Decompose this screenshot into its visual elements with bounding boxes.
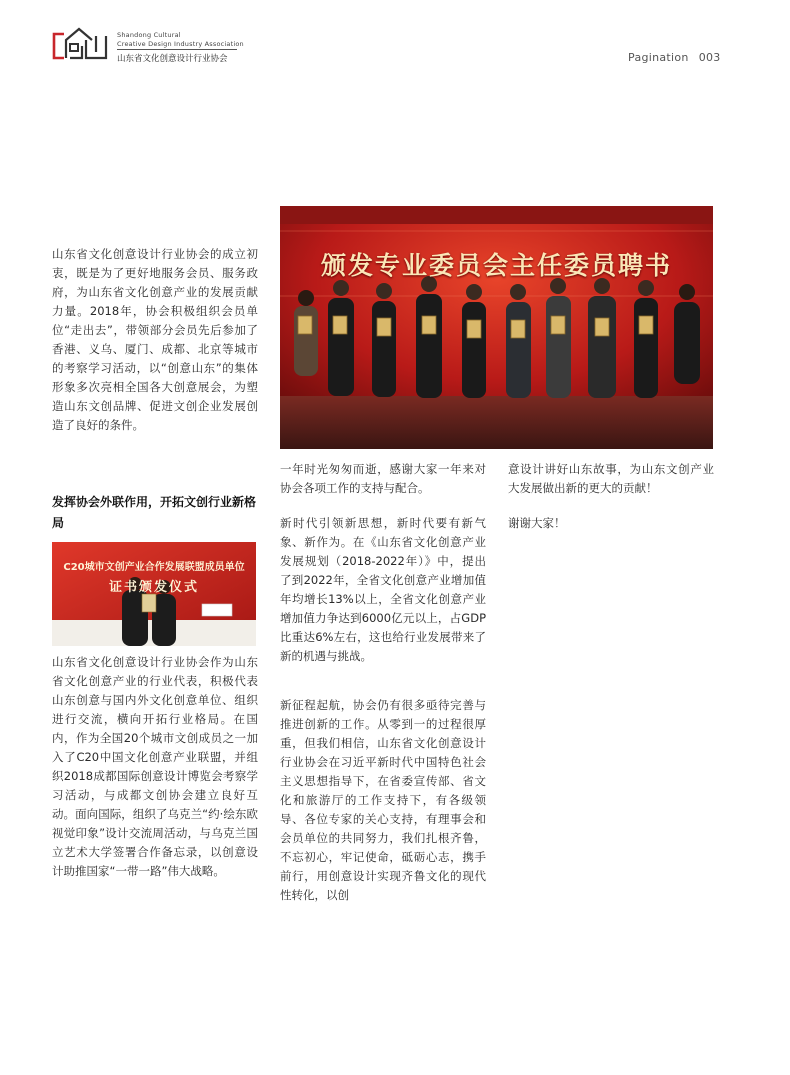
intro-paragraph: 山东省文化创意设计行业协会的成立初衷，既是为了更好地服务会员、服务政府，为山东省文化创意产业的发展贡献力量。2018年，协会积极组织会员单位“走出去”，带领部分会员先后参加了香港、义乌、厦门、成都、北京等城市的考察学习活动，以“创意山东”的集体形象多次亮相全国各大创意展会，为塑造山东文创品牌、促进文创企业发展创造了良好的条件。 xyxy=(52,247,258,432)
c20-ceremony-photo xyxy=(52,542,256,646)
award-ceremony-photo xyxy=(280,206,713,449)
right-paragraph-2: 谢谢大家！ xyxy=(508,516,566,530)
body-paragraph: 山东省文化创意设计行业协会作为山东省文化创意产业的行业代表，积极代表山东创意与国内外文化创意单位、组织进行交流，横向开拓行业格局。在国内，作为全国20个城市文创成员之一加入了C20中国文化创意产业联盟，并组织2018成都国际创意设计博览会考察学习活动，与成都文创协会建立良好互动。面向国际，组织了乌克兰“约·绘东欧视觉印象”设计交流周活动，与乌克兰国立艺术大学签署合作备忘录，以创意设计助推国家“一带一路”伟大战略。 xyxy=(52,655,258,878)
section-heading: 发挥协会外联作用，开拓文创行业新格局 xyxy=(52,495,257,530)
header-divider xyxy=(117,49,237,50)
page-number: 003 xyxy=(698,51,721,64)
c20-banner-line2: 证书颁发仪式 xyxy=(108,580,199,595)
association-logo xyxy=(52,26,108,60)
association-english-name: Shandong Cultural Creative Design Industry Association xyxy=(117,31,244,48)
middle-paragraph-1: 一年时光匆匆而逝，感谢大家一年来对协会各项工作的支持与配合。 xyxy=(280,462,486,495)
c20-banner-line1: C20城市文创产业合作发展联盟成员单位 xyxy=(63,562,245,573)
middle-paragraph-3: 新征程起航，协会仍有很多亟待完善与推进创新的工作。从零到一的过程很厚重，但我们相信，山东省文化创意设计行业协会在习近平新时代中国特色社会主义思想指导下，在省委宣传部、省文化和旅游厅的工作支持下，有各级领导、各位专家的关心支持，有理事会和会员单位的共同努力，我们扎根齐鲁，不忘初心，牢记使命，砥砺心志，携手前行，用创意设计实现齐鲁文化的现代性转化，以创 xyxy=(280,698,486,902)
middle-paragraph-2: 新时代引领新思想，新时代要有新气象、新作为。在《山东省文化创意产业发展规划（2018-2022年）》中，提出了到2022年，全省文化创意产业增加值年均增长13%以上，全省文化创意产业增加值力争达到6000亿元以上，占GDP比重达6%左右，这也给行业发展带来了新的机遇与挑战。 xyxy=(280,516,486,663)
pagination-label: Pagination xyxy=(628,51,689,64)
photo-banner-text: 颁发专业委员会主任委员聘书 xyxy=(320,251,672,280)
association-chinese-name: 山东省文化创意设计行业协会 xyxy=(117,54,228,64)
pagination xyxy=(628,51,721,64)
right-paragraph-1: 意设计讲好山东故事，为山东文创产业大发展做出新的更大的贡献！ xyxy=(508,462,714,495)
